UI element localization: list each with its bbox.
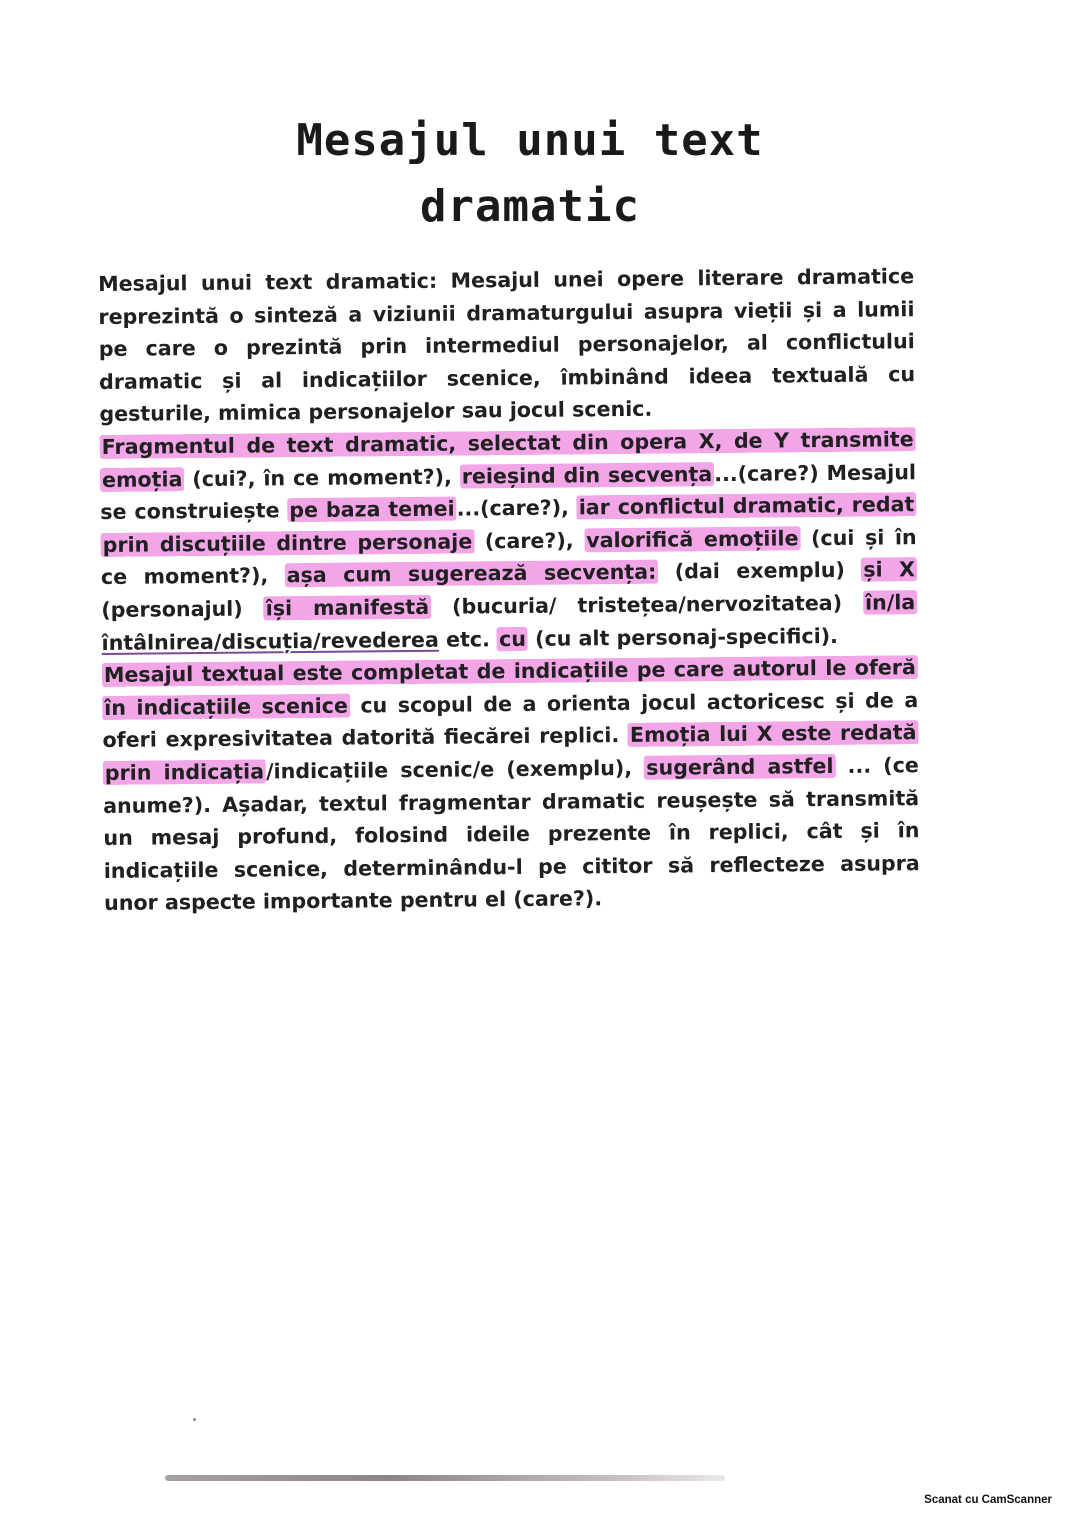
text-segment: (cui și în ce moment?), (100, 524, 917, 590)
highlighted-phrase: în/la (864, 590, 916, 615)
scan-artifact-dot (193, 1418, 196, 1421)
highlighted-phrase: sugerând astfel (646, 753, 834, 780)
definition-text: Mesajul unui text dramatic: Mesajul unei opere literare dramatice reprezintă o sinteză a viziunii dramaturgului asupra vieții și a lumii pe care o prezintă prin intermediul personajelor, al conflictului dramatic și al indicațiilor scenice, îmbinând ideea textuală cu gesturile, mimica personajelor sau jocul scenic. (98, 264, 916, 427)
text-segment: ...(care?) Mesajul se construiește (100, 459, 917, 525)
highlighted-phrase: Mesajul textual este completat de indicațiile pe care autorul le oferă în indicațiile scenice (103, 655, 916, 720)
scan-artifact-line (165, 1475, 725, 1481)
underlined-phrase: întâlnirea/discuția/revederea (101, 627, 439, 655)
text-segment: (bucuria/ tristețea/nervozitatea) (430, 590, 864, 619)
paragraph-definition (98, 260, 916, 431)
text-segment: etc. (438, 626, 498, 652)
highlighted-phrase: reieșind din secvența (461, 461, 713, 489)
highlighted-phrase: Emoția lui X este redată prin indicația (104, 720, 917, 785)
paragraph-template-emotion (100, 423, 918, 659)
text-segment: (care?), (474, 528, 585, 554)
text-segment: ... (ce anume?). Așadar, textul fragmentar dramatic reușește să transmită un mesaj profund, folosind ideile prezente în replici, cât și în indicațiile scenice, determinându-l pe cititor să reflecteze asupra unor aspecte importante pentru el (care?). (103, 753, 920, 916)
highlighted-phrase: și X (863, 557, 916, 583)
scanner-watermark: Scanat cu CamScanner (924, 1494, 1052, 1506)
text-segment: cu scopul de a orienta jocul actoricesc și de a oferi expresivitatea datorită fiecărei replici. (102, 687, 919, 753)
text-segment: (cu alt personaj-specifici). (527, 623, 839, 651)
text-segment: ...(care?), (456, 495, 577, 521)
text-segment: (cui?, în ce moment?), (184, 464, 460, 491)
highlighted-phrase: pe baza temei (289, 496, 455, 523)
highlighted-phrase: așa cum sugerează secvența: (286, 559, 657, 588)
title-line-2: dramatic (420, 181, 640, 232)
paragraph-template-indications (102, 651, 920, 920)
text-segment: /indicațiile scenic/e (exemplu), (265, 755, 645, 784)
highlighted-phrase: valorifică emoțiile (586, 526, 799, 553)
highlighted-phrase: cu (498, 626, 527, 651)
page-title (180, 108, 880, 240)
text-segment: (dai exemplu) (658, 558, 862, 584)
text-segment: (personajul) (101, 596, 264, 622)
body-text (98, 260, 920, 920)
highlighted-phrase: iar conflictul dramatic, redat prin discuțiile dintre personaje (102, 492, 915, 557)
highlighted-phrase: își manifestă (265, 594, 430, 621)
highlighted-phrase: Fragmentul de text dramatic, selectat din opera X, de Y transmite emoția (101, 427, 914, 492)
title-line-1: Mesajul unui text (296, 115, 764, 166)
